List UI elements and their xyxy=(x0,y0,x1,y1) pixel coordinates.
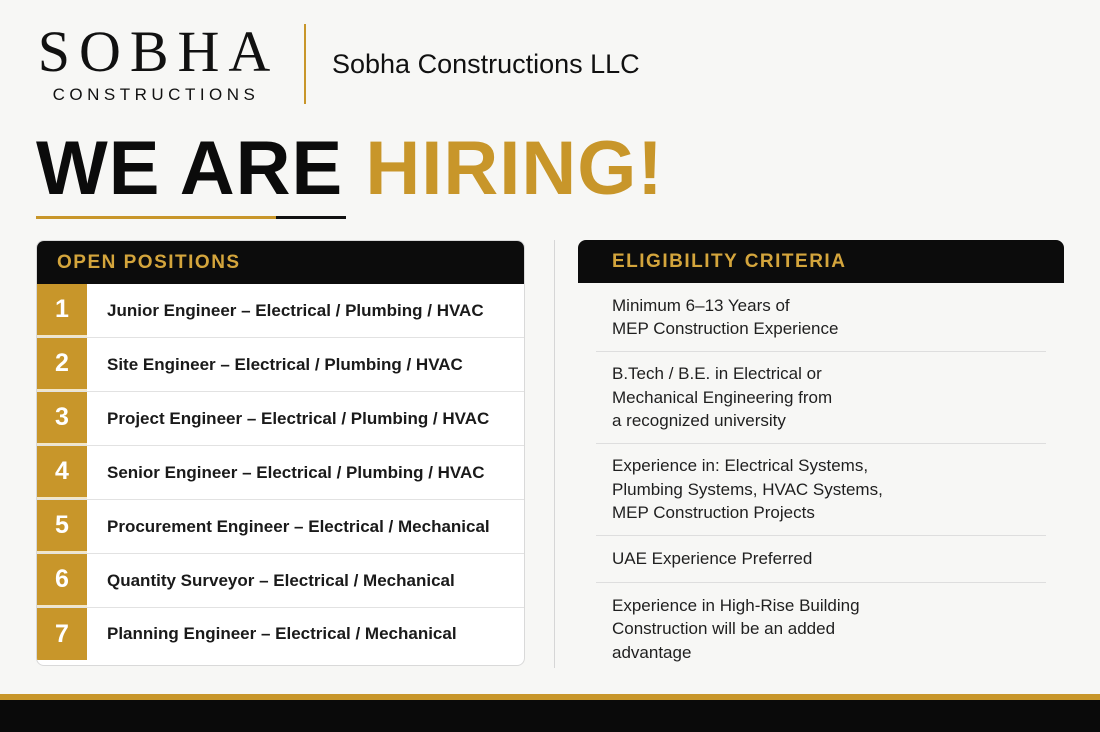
position-title: Procurement Engineer – Electrical / Mechanical xyxy=(107,516,490,536)
position-row xyxy=(37,446,524,500)
headline-part2: HIRING! xyxy=(365,126,664,211)
position-number: 6 xyxy=(37,554,87,607)
open-positions-title: OPEN POSITIONS xyxy=(37,241,524,284)
position-title: Project Engineer – Electrical / Plumbing / HVAC xyxy=(107,408,490,428)
position-row xyxy=(37,500,524,554)
position-row xyxy=(37,554,524,608)
company-name: Sobha Constructions LLC xyxy=(332,48,640,79)
position-number: 4 xyxy=(37,446,87,499)
eligibility-panel xyxy=(578,240,1064,675)
criteria-list xyxy=(578,283,1064,675)
criteria-item: B.Tech / B.E. in Electrical or Mechanical Engineering from a recognized university xyxy=(596,352,1046,444)
position-row xyxy=(37,608,524,660)
header xyxy=(36,19,640,106)
position-number: 3 xyxy=(37,392,87,445)
headline-part1: WE ARE xyxy=(36,126,344,211)
position-title: Senior Engineer – Electrical / Plumbing / HVAC xyxy=(107,462,485,482)
position-title: Quantity Surveyor – Electrical / Mechanical xyxy=(107,570,455,590)
headline-underline xyxy=(36,216,346,219)
position-number: 2 xyxy=(37,338,87,391)
logo-wordmark: SOBHA xyxy=(37,19,280,84)
logo-subtitle: CONSTRUCTIONS xyxy=(52,85,260,104)
position-number: 1 xyxy=(37,284,87,337)
position-title: Site Engineer – Electrical / Plumbing / HVAC xyxy=(107,354,463,374)
criteria-item: UAE Experience Preferred xyxy=(596,536,1046,583)
header-divider xyxy=(304,24,306,104)
footer-bar xyxy=(0,700,1100,732)
position-number: 5 xyxy=(37,500,87,553)
position-number: 7 xyxy=(37,608,87,660)
position-title: Junior Engineer – Electrical / Plumbing / HVAC xyxy=(107,300,484,320)
sobha-logo xyxy=(36,19,280,105)
criteria-item: Experience in: Electrical Systems, Plumbing Systems, HVAC Systems, MEP Construction Projects xyxy=(596,444,1046,536)
position-row xyxy=(37,338,524,392)
column-divider xyxy=(554,240,555,668)
position-title: Planning Engineer – Electrical / Mechanical xyxy=(107,624,457,643)
eligibility-title: ELIGIBILITY CRITERIA xyxy=(578,240,1064,283)
position-row xyxy=(37,392,524,446)
criteria-item: Experience in High-Rise Building Construction will be an added advantage xyxy=(612,595,860,662)
headline xyxy=(36,124,664,214)
positions-list xyxy=(37,284,524,660)
open-positions-panel xyxy=(36,240,525,666)
criteria-item: Minimum 6–13 Years of MEP Construction Experience xyxy=(596,283,1046,352)
position-row xyxy=(37,284,524,338)
